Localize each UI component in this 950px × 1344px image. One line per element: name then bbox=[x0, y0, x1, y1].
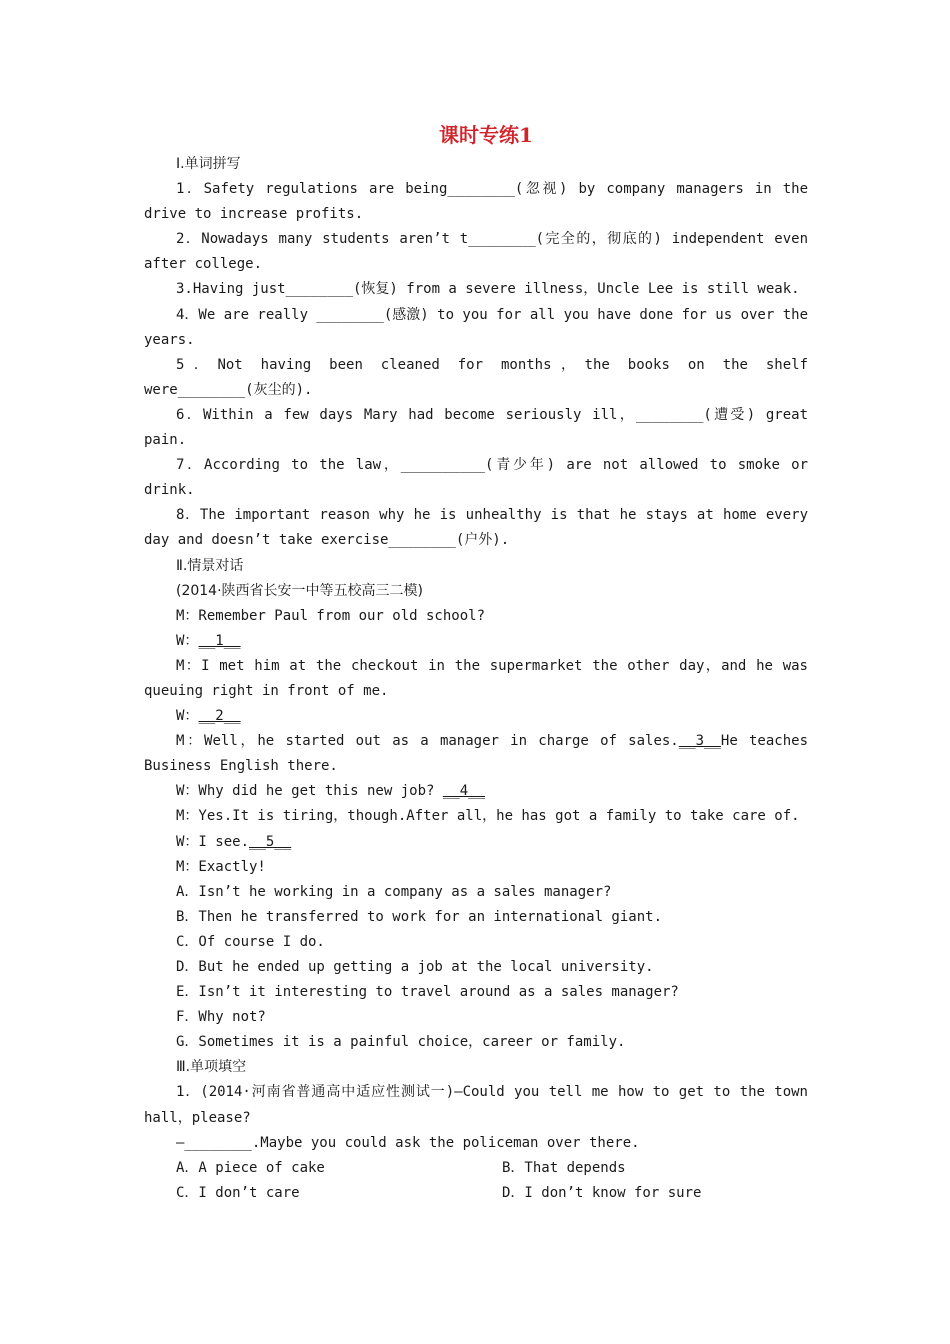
spelling-item: 4．We are really ________(感激) to you for all you have done for us over the years. bbox=[144, 306, 809, 348]
spelling-item: 8．The important reason why he is unhealthy is that he stays at home every day and doesn’t take exercise________(户外). bbox=[144, 507, 808, 549]
dialogue-options bbox=[144, 880, 808, 1056]
option-item: B．Then he transferred to work for an international giant. bbox=[176, 908, 663, 925]
answer-blank: __1__ bbox=[198, 632, 241, 649]
worksheet-page bbox=[144, 118, 808, 1206]
spelling-item: 1．Safety regulations are being________(忽视) by company managers in the drive to increase profits. bbox=[144, 181, 808, 223]
option-item: G．Sometimes it is a painful choice，career or family. bbox=[176, 1034, 626, 1051]
dialogue-line: W：__1__ bbox=[176, 632, 241, 649]
spelling-item: 6．Within a few days Mary had become seriously ill，________(遭受) great pain. bbox=[144, 406, 808, 449]
section-3-heading: Ⅲ.单项填空 bbox=[176, 1059, 247, 1076]
section-1-items bbox=[144, 177, 808, 553]
dialogue-line: M：Remember Paul from our old school? bbox=[176, 607, 486, 624]
answer-blank: __4__ bbox=[442, 783, 486, 800]
dialogue-line: W：Why did he get this new job? __4__ bbox=[176, 783, 486, 800]
spelling-item: 2．Nowadays many students aren’t t________(完全的，彻底的) independent even after college. bbox=[144, 231, 808, 273]
dialogue-line: M：Exactly! bbox=[176, 858, 266, 875]
mcq-question: 1．(2014·河南省普通高中适应性测试一)—Could you tell me how to get to the town hall，please? bbox=[144, 1084, 808, 1126]
dialogue-line: M：I met him at the checkout in the supermarket the other day，and he was queuing right in front of me. bbox=[144, 657, 808, 699]
dialogue-line: W：__2__ bbox=[176, 708, 241, 725]
mcq-option-c: C．I don’t care bbox=[176, 1184, 300, 1201]
mcq-response: —________.Maybe you could ask the policeman over there. bbox=[176, 1134, 640, 1151]
section-2-source: (2014·陕西省长安一中等五校高三二模) bbox=[176, 582, 424, 599]
option-item: D．But he ended up getting a job at the local university. bbox=[176, 959, 654, 975]
spelling-item: 3.Having just________(恢复) from a severe illness，Uncle Lee is still weak. bbox=[176, 281, 800, 298]
dialogue-line: M：Yes.It is tiring，though.After all，he has got a family to take care of. bbox=[176, 808, 800, 825]
option-item: C．Of course I do. bbox=[176, 933, 325, 950]
answer-blank: __5__ bbox=[249, 833, 292, 850]
mcq-options-row bbox=[144, 1181, 808, 1206]
section-2-heading: Ⅱ.情景对话 bbox=[176, 557, 244, 574]
answer-blank: __2__ bbox=[198, 708, 241, 725]
dialogue bbox=[144, 604, 808, 880]
option-item: A．Isn’t he working in a company as a sales manager? bbox=[176, 883, 612, 900]
mcq-option-a: A．A piece of cake bbox=[176, 1159, 325, 1176]
answer-blank: __3__ bbox=[678, 733, 721, 750]
mcq-option-b: B．That depends bbox=[502, 1159, 626, 1176]
spelling-item: 5．Not having been cleaned for months，the books on the shelf were________(灰尘的). bbox=[144, 356, 808, 398]
mcq-options-row bbox=[144, 1156, 808, 1181]
option-item: F．Why not? bbox=[176, 1009, 266, 1026]
spelling-item: 7．According to the law，__________(青少年) are not allowed to smoke or drink. bbox=[144, 457, 808, 499]
section-1-heading: Ⅰ.单词拼写 bbox=[176, 156, 241, 172]
page-title: 课时专练1 bbox=[439, 123, 533, 147]
mcq-option-d: D．I don’t know for sure bbox=[502, 1184, 702, 1201]
option-item: E．Isn’t it interesting to travel around as a sales manager? bbox=[176, 984, 679, 1001]
dialogue-line: M：Well，he started out as a manager in charge of sales.__3__He teaches Business English there. bbox=[144, 733, 808, 775]
dialogue-line: W：I see.__5__ bbox=[176, 833, 292, 850]
